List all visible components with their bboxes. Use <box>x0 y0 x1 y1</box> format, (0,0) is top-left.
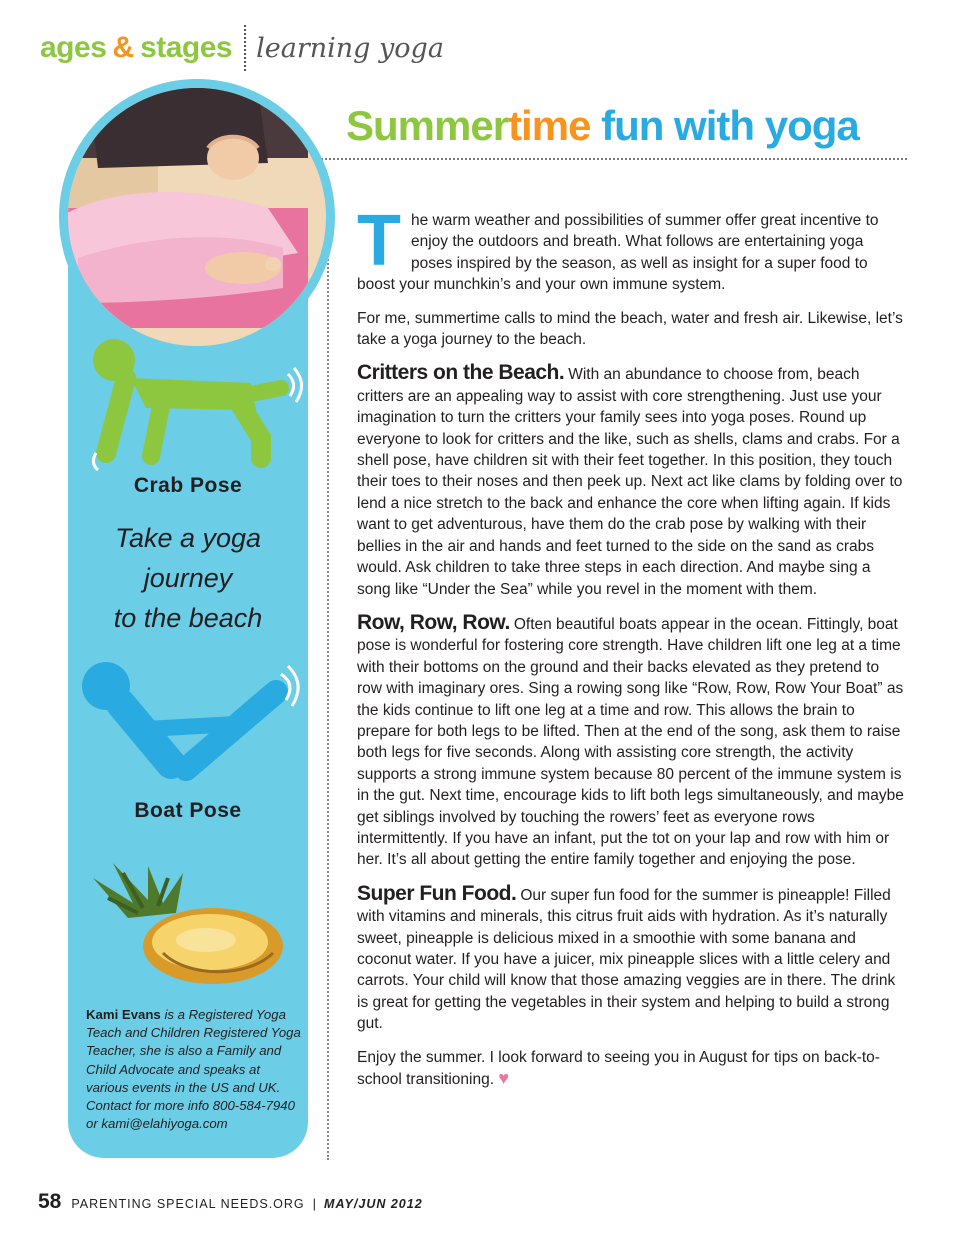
author-bio <box>86 1006 302 1133</box>
intro-text: he warm weather and possibilities of summer offer great incentive to enjoy the outdoors and breath. What follows are entertaining yoga poses inspired by the season, as well as insight for a super food to boost your munchkin’s and your own immune system. <box>357 212 879 294</box>
header-ampersand: & <box>112 31 135 64</box>
closing-paragraph <box>357 1047 907 1091</box>
tagline-line-1: Take a yoga <box>114 523 262 553</box>
header-stages: stages <box>140 31 233 64</box>
subhead-row: Row, Row, Row. <box>357 610 510 634</box>
issue-date: MAY/JUN 2012 <box>324 1197 423 1211</box>
header-ages: ages <box>40 31 107 64</box>
title-part-summer: Summer <box>346 102 509 149</box>
header-section-name: learning yoga <box>256 32 444 64</box>
paragraph-beach: For me, summertime calls to mind the beach, water and fresh air. Likewise, let’s take a yoga journey to the beach. <box>357 309 903 349</box>
intro-paragraph <box>357 201 907 296</box>
boat-pose-label: Boat Pose <box>134 799 242 822</box>
pineapple-image <box>88 858 288 988</box>
author-name: Kami Evans <box>86 1007 161 1022</box>
subhead-critters: Critters on the Beach. <box>357 361 565 385</box>
page-number: 58 <box>38 1190 62 1213</box>
header-divider <box>244 25 246 71</box>
crab-pose-figure-icon <box>76 338 306 478</box>
column-divider <box>327 220 329 1160</box>
closing-text: Enjoy the summer. I look forward to seeing you in August for tips on back-to-school transitioning. <box>357 1048 880 1089</box>
yoga-pose-photo <box>59 79 335 355</box>
tagline-line-3: to the beach <box>113 603 263 633</box>
body-food: Our super fun food for the summer is pineapple! Filled with vitamins and minerals, this citrus fruit aids with hydration. As it’s naturally sweet, pineapple is delicious mixed in a smoothie with some banana and coconut water. If you have a juicer, mix pineapple slices with a little celery and carrots. Your child will know that those amazing veggies are in there. The drink is great for getting the vegetables in their system and helping to build a strong gut. <box>357 886 896 1033</box>
section-row <box>357 612 907 871</box>
tagline-line-2: journey <box>143 563 233 593</box>
section-critters <box>357 362 907 599</box>
author-bio-text: is a Registered Yoga Teach and Children Registered Yoga Teacher, she is also a Family and Child Advocate and speaks at various events in the US and UK. Contact for more info 800-584-7940 or kami@elahiyoga.com <box>86 1007 301 1132</box>
title-divider <box>302 158 907 160</box>
yoga-photo-illustration <box>68 88 308 328</box>
magazine-name: PARENTING SPECIAL NEEDS.ORG <box>71 1197 305 1211</box>
drop-cap: T <box>357 201 401 281</box>
sidebar-tagline <box>68 518 308 638</box>
footer-separator: | <box>312 1196 317 1211</box>
title-part-fun: fun with yoga <box>590 102 859 149</box>
boat-pose-figure-icon <box>76 654 306 794</box>
heart-icon: ♥ <box>498 1068 509 1089</box>
body-row: Often beautiful boats appear in the ocean. Fittingly, boat pose is wonderful for fostering core strength. Have children lift one leg at a time with their bottoms on the ground and their backs elevated as they pretend to row with imaginary ores. Sing a rowing song like “Row, Row, Row Your Boat” as the kids continue to lift one leg at a time and row. This allows the brain to prepare for both legs to be lifted. Then at the end of the song, ask them to raise both legs for five seconds. Along with assisting core strength, the activity supports a strong immune system because 80 percent of the immune system is in the gut. Next time, encourage kids to lift both legs simultaneously, and maybe get siblings involved by touching the rowers’ feet as everyone rows intermittently. If you have an infant, put the tot on your lap and row with him or her. It’s all about getting the entire family together and enjoying the pose. <box>357 615 904 869</box>
crab-pose-label: Crab Pose <box>133 474 243 497</box>
article-title <box>346 102 859 150</box>
page-footer <box>38 1190 423 1214</box>
section-food <box>357 883 907 1035</box>
article-body <box>357 201 907 1102</box>
sidebar <box>68 88 308 1158</box>
title-part-time: time <box>508 102 591 149</box>
subhead-food: Super Fun Food. <box>357 881 517 905</box>
body-critters: With an abundance to choose from, beach critters are an appealing way to assist with core strengthening. Just use your imagination to turn the critters your family sees into yoga poses. Round up everyone to look for critters and the like, such as shells, clams and crabs. For a shell pose, have children sit with their feet together. In this position, they touch their toes to their noses and then peek up. Next act like clams by folding over to lend a nice stretch to the back and enhance the core when lifting again. If kids want to get adventurous, have them do the crab pose by walking with their bellies in the air and hands and feet turned to the side on the sand as crabs would. Ask children to take three steps in each direction. And maybe sing a song like “Under the Sea” while you revel in the moment with them. <box>357 366 903 598</box>
section-header <box>40 26 444 70</box>
